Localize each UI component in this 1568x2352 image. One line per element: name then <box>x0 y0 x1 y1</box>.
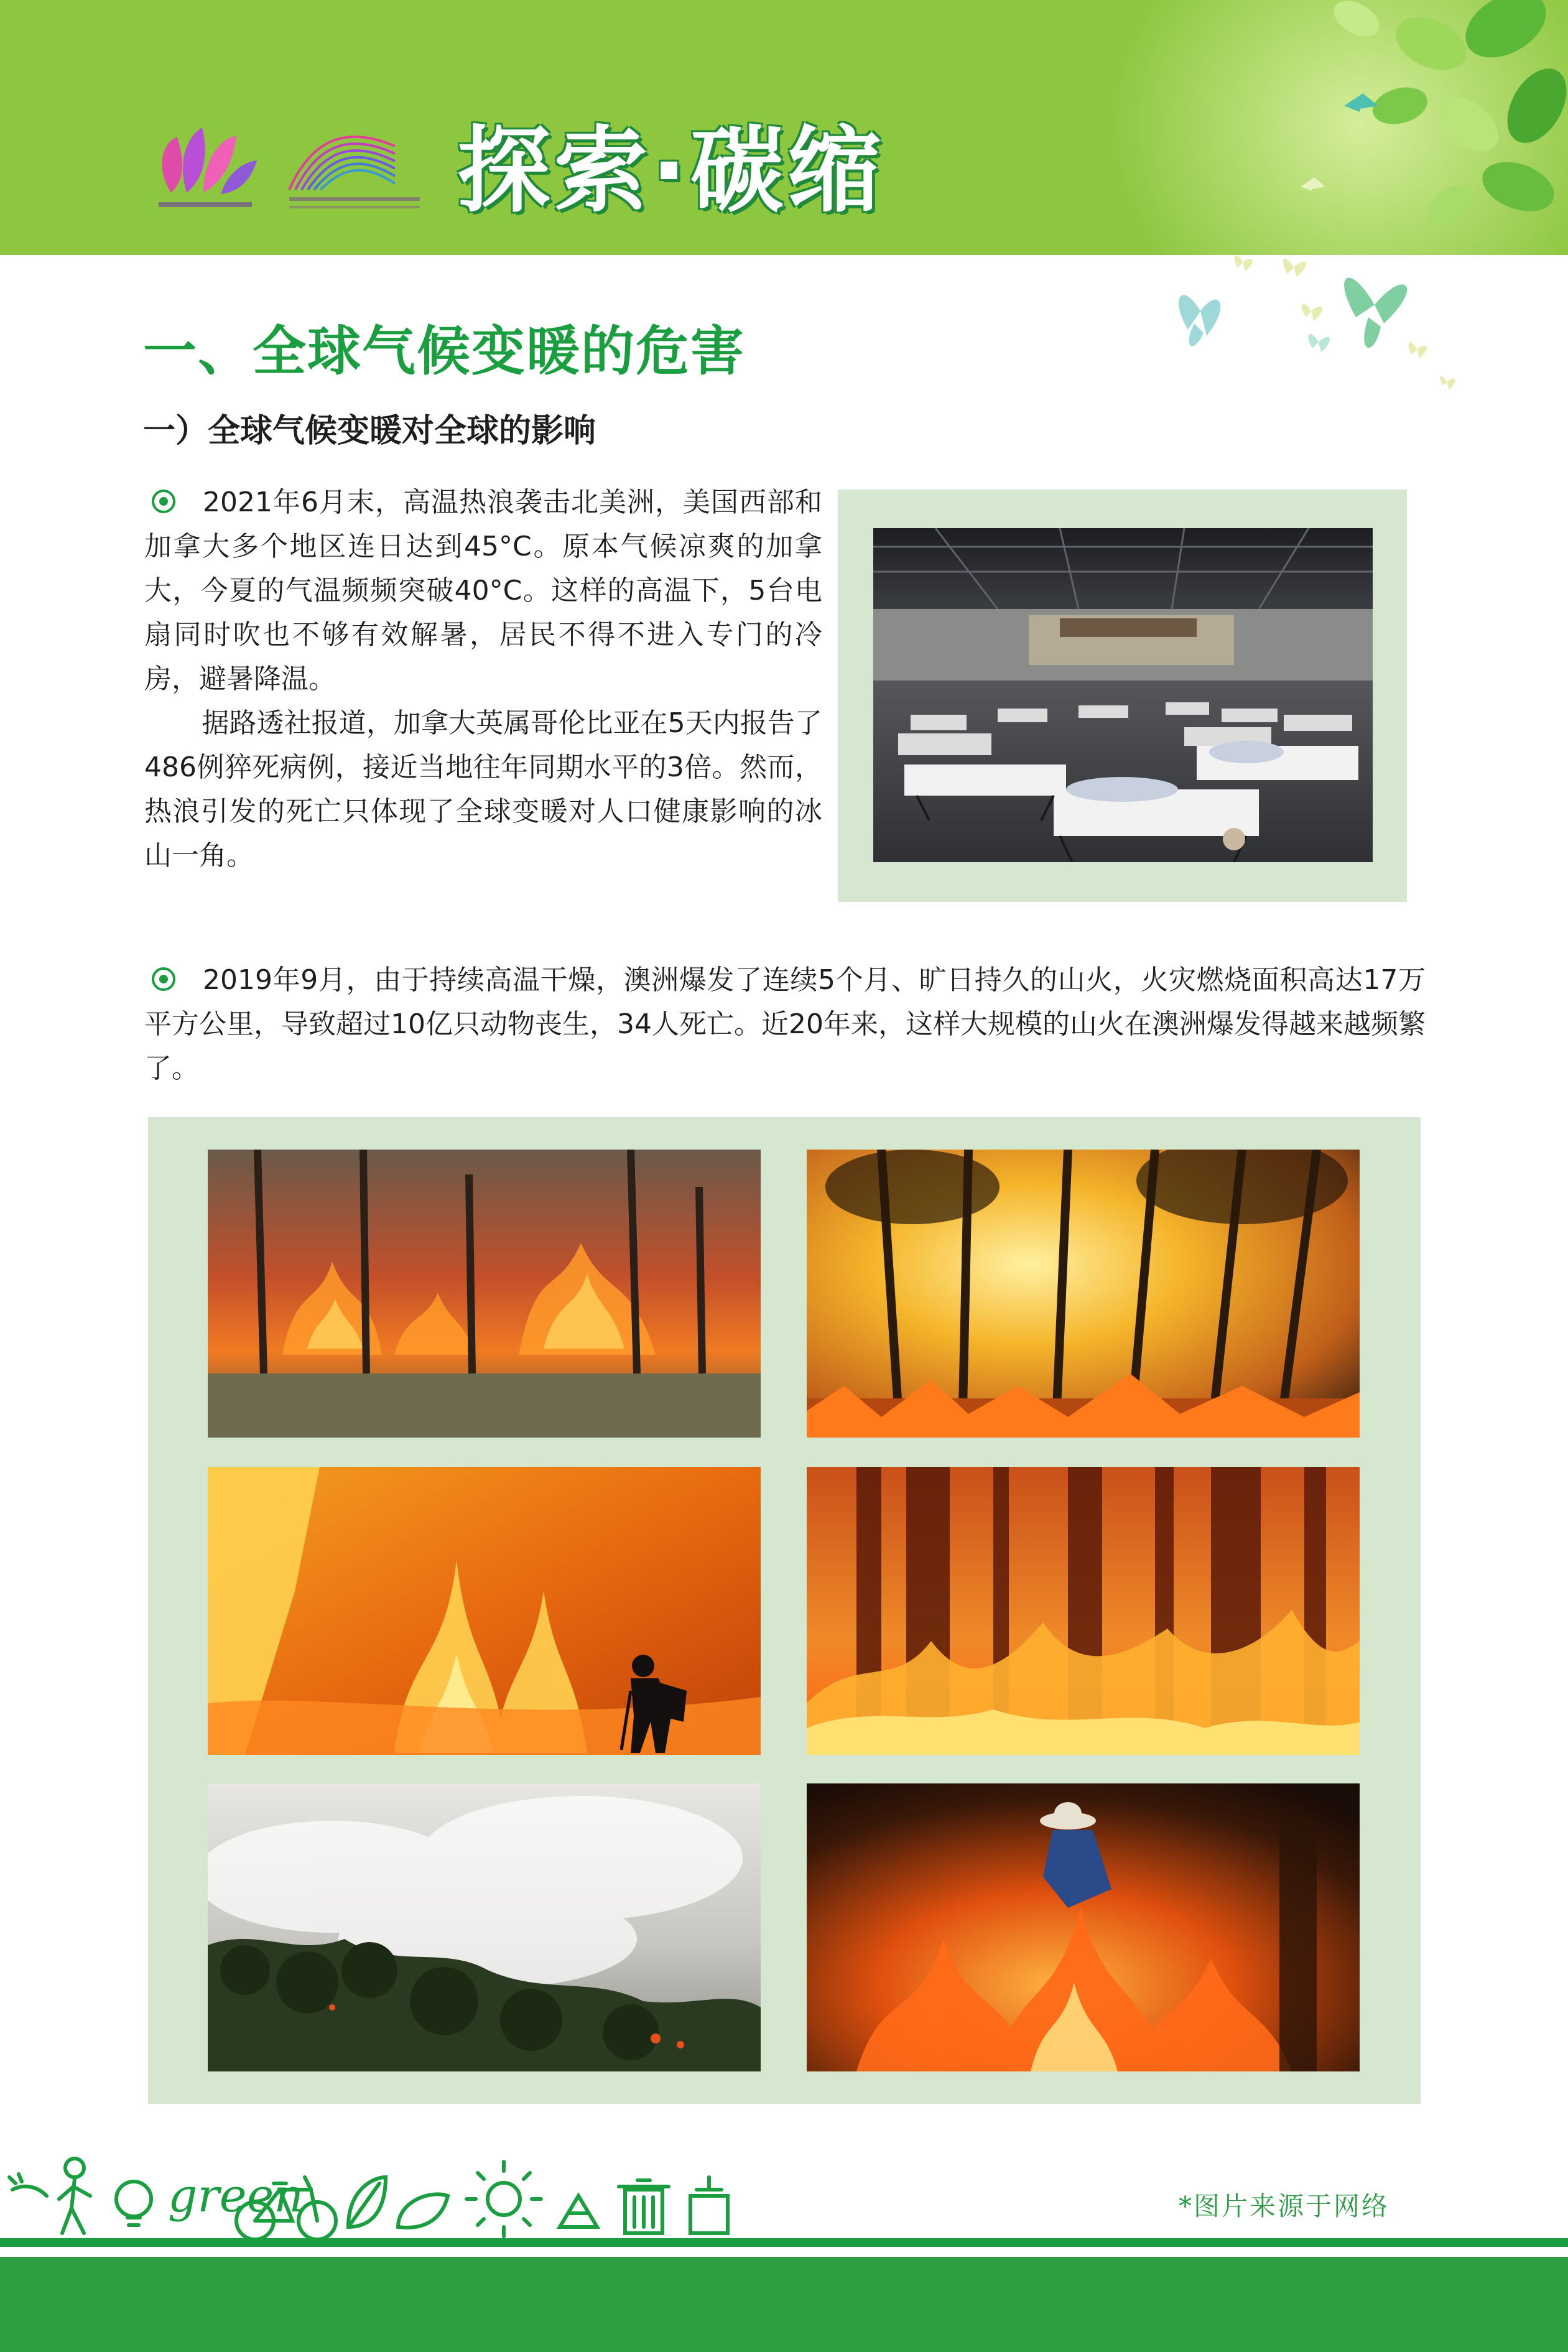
footer-rule <box>0 2238 1568 2247</box>
green-icons-decoration-icon <box>0 2140 765 2246</box>
wildfire-photo-4 <box>807 1467 1360 1755</box>
paragraph-wildfire <box>144 958 1426 1090</box>
green-word: green <box>168 2169 304 2223</box>
wildfire-image-icon <box>807 1783 1360 2071</box>
wildfire-photo-frame <box>148 1117 1421 2104</box>
subsection-title: 一）全球气候变暖对全球的影响 <box>143 412 596 450</box>
science-communication-logo-icon <box>277 121 432 221</box>
wildfire-photo-2 <box>807 1150 1360 1438</box>
wildfire-image-icon <box>807 1467 1360 1755</box>
leaves-decoration-icon <box>1245 0 1568 255</box>
paragraph-heatwave-text: 2021年6月末，高温热浪袭击北美洲，美国西部和加拿大多个地区连日达到45°C。原本气候凉爽的加拿大，今夏的气温频频突破40°C。这样的高温下，5台电扇同时吹也不够有效解暑，居民不得不进入专门的冷房，避暑降温。 <box>144 486 822 695</box>
butterflies-decoration-icon <box>1169 249 1518 411</box>
bullet-icon <box>152 490 175 513</box>
bullet-icon <box>152 967 175 991</box>
cooling-center-photo <box>873 528 1373 862</box>
paragraph-heatwave <box>144 480 822 701</box>
header-banner <box>0 0 1568 255</box>
wildfire-photo-1 <box>208 1150 761 1438</box>
image-source-note: *图片来源于网络 <box>1179 2191 1390 2221</box>
wildfire-text <box>144 958 1426 1090</box>
wildfire-photo-6 <box>807 1783 1360 2071</box>
section-title: 一、全球气候变暖的危害 <box>143 320 745 383</box>
heatwave-text <box>144 480 822 878</box>
cooling-center-frame <box>838 490 1407 902</box>
footer-bar <box>0 2257 1568 2352</box>
wildfire-image-icon <box>807 1150 1360 1438</box>
wildfire-image-icon <box>208 1783 761 2071</box>
cooling-center-image-icon <box>873 528 1373 862</box>
wildfire-photo-3 <box>208 1467 761 1755</box>
wildfire-image-icon <box>208 1150 761 1438</box>
paragraph-reuters: 据路透社报道，加拿大英属哥伦比亚在5天内报告了486例猝死病例，接近当地往年同期水平的3倍。然而，热浪引发的死亡只体现了全球变暖对人口健康影响的冰山一角。 <box>144 707 822 872</box>
lotus-logo-icon <box>152 124 258 218</box>
wildfire-image-icon <box>208 1467 761 1755</box>
wildfire-photo-5 <box>208 1783 761 2071</box>
paragraph-wildfire-text: 2019年9月，由于持续高温干燥，澳洲爆发了连续5个月、旷日持久的山火，火灾燃烧面积高达17万平方公里，导致超过10亿只动物丧生，34人死亡。近20年来，这样大规模的山火在澳洲爆发得越来越频繁了。 <box>144 964 1426 1084</box>
banner-title: 探索·碳缩 <box>457 117 884 225</box>
